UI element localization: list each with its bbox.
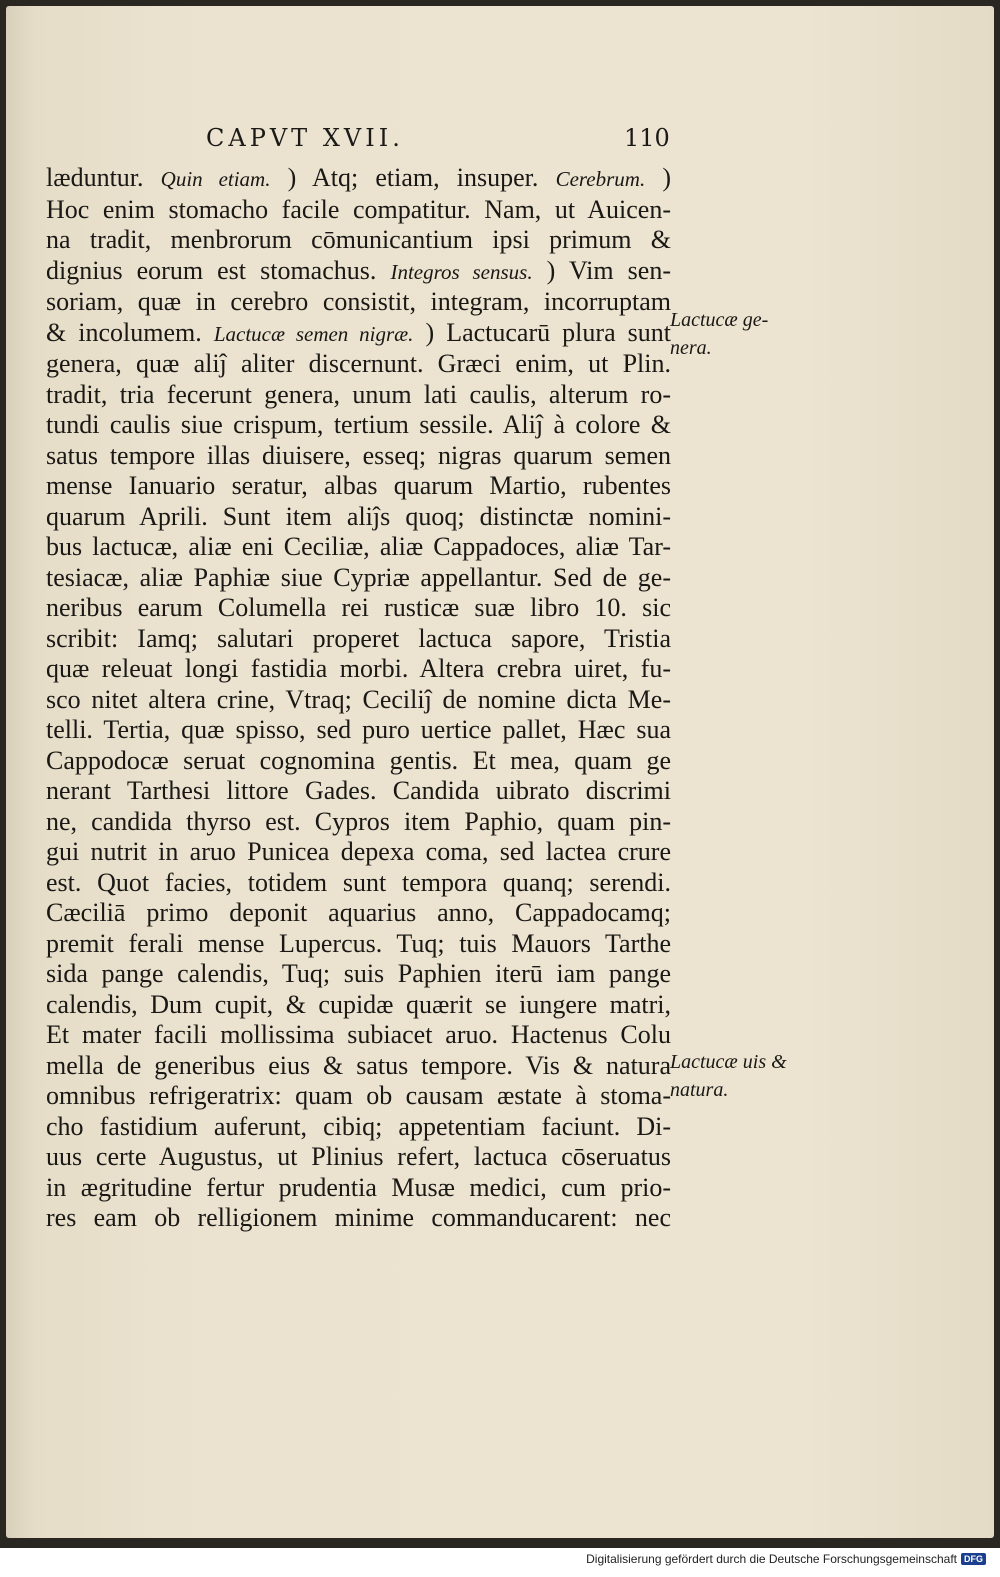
- lemma-citation: Quin etiam.: [160, 167, 271, 191]
- text-segment: Cæciliā primo deponit aquarius anno, Cappadocamq;: [46, 898, 671, 927]
- margin-note-line: Lactucæ uis &: [670, 1051, 787, 1073]
- credit-text: Digitalisierung gefördert durch die Deutsche Forschungsgemeinschaft: [586, 1552, 957, 1566]
- page-number: 110: [624, 124, 670, 152]
- text-segment: mella de generibus eius & satus tempore. Vis & natura: [46, 1050, 671, 1080]
- text-line: [46, 959, 671, 990]
- margin-note-lactucae-uis: [670, 1048, 787, 1104]
- text-line: [46, 471, 671, 502]
- text-segment: in ægritudine fertur prudentia Musæ medici, cum prio-: [46, 1172, 671, 1202]
- text-segment: gui nutrit in aruo Punicea depexa coma, sed lactea crure: [46, 837, 671, 866]
- text-segment: cho fastidium auferunt, cibiq; appetentiam faciunt. Di-: [46, 1111, 671, 1141]
- text-segment: scribit: Iamq; salutari properet lactuca sapore, Tristia: [46, 623, 671, 653]
- text-line: [46, 1051, 671, 1082]
- text-line: [46, 349, 671, 380]
- text-segment: est. Quot facies, totidem sunt tempora quanq; serendi.: [46, 867, 671, 897]
- text-segment: ne, candida thyrso est. Cypros item Paphio, quam pin-: [46, 806, 671, 836]
- text-segment: omnibus refrigeratrix: quam ob causam æstate à stoma-: [46, 1081, 671, 1110]
- text-line: [46, 746, 671, 777]
- text-segment: dignius eorum est stomachus.: [46, 255, 377, 285]
- text-line: [46, 685, 671, 716]
- text-segment: mense Ianuario seratur, albas quarum Martio, rubentes: [46, 471, 671, 500]
- text-line: [46, 776, 671, 807]
- text-segment: genera, quæ aliĵ aliter discernunt. Græci enim, ut Plin.: [46, 349, 671, 378]
- text-line: [46, 380, 671, 411]
- text-line: [46, 502, 671, 533]
- margin-note-line: Lactucæ ge-: [670, 309, 769, 331]
- text-line: [46, 807, 671, 838]
- text-line: [46, 1173, 671, 1204]
- text-line: [46, 1081, 671, 1112]
- text-segment: sida pange calendis, Tuq; suis Paphien iterū iam pange: [46, 959, 671, 988]
- text-line: [46, 287, 671, 318]
- text-segment: ) Vim sen-: [546, 255, 671, 285]
- text-segment: na tradit, menbrorum cōmunicantium ipsi primum &: [46, 225, 671, 254]
- lemma-citation: Lactucæ semen nigræ.: [213, 321, 414, 346]
- margin-note-lactucae-genera: [670, 306, 768, 362]
- text-segment: bus lactucæ, aliæ eni Ceciliæ, aliæ Cappadoces, aliæ Tar-: [46, 532, 671, 561]
- text-line: [46, 990, 671, 1021]
- text-segment: calendis, Dum cupit, & cupidæ quærit se iungere matri,: [46, 989, 671, 1019]
- text-segment: Cappodocæ seruat cognomina gentis. Et mea, quam ge: [46, 745, 671, 775]
- text-segment: sco nitet altera crine, Vtraq; Ceciliĵ de nomine dicta Me-: [46, 684, 671, 714]
- text-line: [46, 898, 671, 929]
- text-segment: tradit, tria fecerunt genera, unum lati caulis, alterum ro-: [46, 379, 671, 409]
- text-line: [46, 225, 671, 256]
- text-line: [46, 256, 671, 288]
- text-segment: uus certe Augustus, ut Plinius refert, lactuca cōseruatus: [46, 1142, 671, 1171]
- text-line: [46, 1203, 671, 1234]
- text-segment: tesiacæ, aliæ Paphiæ siue Cypriæ appellantur. Sed de ge-: [46, 562, 671, 592]
- text-line: [46, 929, 671, 960]
- text-segment: quæ releuat longi fastidia morbi. Altera crebra uiret, fu-: [46, 654, 671, 683]
- margin-note-line: natura.: [670, 1079, 729, 1101]
- dfg-logo-badge: DFG: [961, 1553, 986, 1565]
- text-segment: Et mater facili mollissima subiacet aruo. Hactenus Colu: [46, 1020, 671, 1049]
- text-segment: soriam, quæ in cerebro consistit, integram, incorruptam: [46, 287, 671, 316]
- text-line: [46, 163, 671, 195]
- text-line: [46, 410, 671, 441]
- text-line: [46, 195, 671, 226]
- text-segment: telli. Tertia, quæ spisso, sed puro uertice pallet, Hæc sua: [46, 715, 671, 744]
- text-segment: tundi caulis siue crispum, tertium sessile. Aliĵ à colore &: [46, 410, 671, 439]
- text-segment: ) Lactucarū plura sunt: [425, 317, 672, 347]
- text-segment: res eam ob relligionem minime commanducarent: nec: [46, 1203, 671, 1232]
- text-segment: ): [662, 163, 672, 192]
- text-line: [46, 624, 671, 655]
- text-line: [46, 441, 671, 472]
- text-segment: & incolumem.: [46, 317, 202, 347]
- text-line: [46, 1112, 671, 1143]
- text-segment: Hoc enim stomacho facile compatitur. Nam, ut Auicen-: [46, 194, 671, 224]
- text-line: [46, 563, 671, 594]
- book-page: [6, 6, 994, 1538]
- running-head: CAPVT XVII.: [206, 124, 404, 152]
- main-text-block: [46, 163, 671, 1234]
- text-line: [46, 654, 671, 685]
- text-segment: satus tempore illas diuisere, esseq; nigras quarum semen: [46, 440, 671, 470]
- digitization-credit: [586, 1552, 986, 1566]
- text-segment: neribus earum Columella rei rusticæ suæ libro 10. sic: [46, 593, 671, 622]
- text-segment: ) Atq; etiam, insuper.: [287, 163, 539, 192]
- text-line: [46, 1142, 671, 1173]
- text-line: [46, 868, 671, 899]
- text-line: [46, 318, 671, 350]
- lemma-citation: Integros sensus.: [390, 259, 533, 284]
- lemma-citation: Cerebrum.: [555, 167, 646, 191]
- text-line: [46, 1020, 671, 1051]
- text-line: [46, 532, 671, 563]
- text-segment: nerant Tarthesi littore Gades. Candida uibrato discrimi: [46, 776, 671, 805]
- text-segment: læduntur.: [46, 163, 144, 192]
- text-line: [46, 593, 671, 624]
- text-line: [46, 837, 671, 868]
- text-segment: quarum Aprili. Sunt item aliĵs quoq; distinctæ nomini-: [46, 501, 671, 531]
- margin-note-line: nera.: [670, 337, 712, 359]
- text-segment: premit ferali mense Lupercus. Tuq; tuis Mauors Tarthe: [46, 928, 671, 958]
- text-line: [46, 715, 671, 746]
